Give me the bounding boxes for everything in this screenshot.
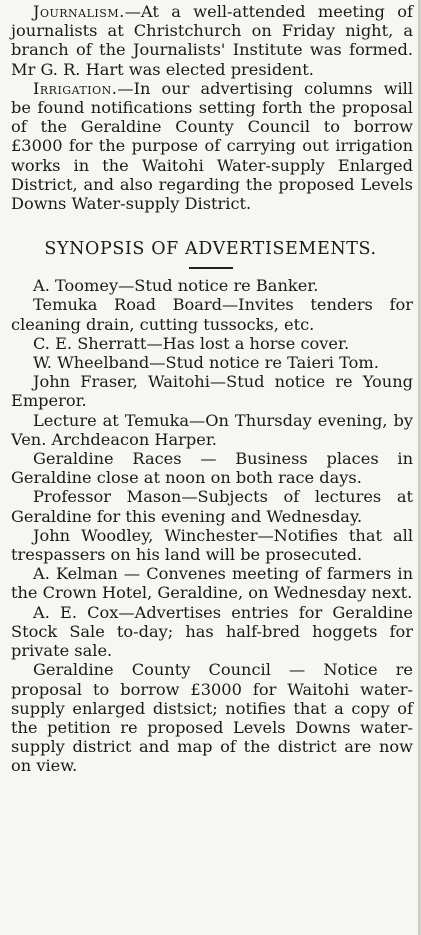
news-item-lead: Irrigation.	[33, 78, 118, 98]
news-item-body: —In our advertising columns will be found notifications setting forth the proposal of the Geraldine County Council to borrow £3000 for the purpose of carrying out irrigation works in the Waitohi Water-supply Enlarged District, and also regarding the proposed Levels Downs Water-supply District.	[11, 78, 413, 214]
section-heading: SYNOPSIS OF ADVERTISEMENTS.	[44, 239, 377, 260]
advertisement-list	[0, 276, 421, 775]
advertisement-entry: A. Kelman — Convenes meeting of farmers in the Crown Hotel, Geraldine, on Wednesday next.	[11, 564, 413, 603]
advertisement-entry: Geraldine County Council — Notice re proposal to borrow £3000 for Waitohi water-supply enlarged distsict; notifies that a copy of the petition re proposed Levels Downs water-supply district and map of the district are now on view.	[11, 660, 413, 776]
advertisement-entry: Professor Mason—Subjects of lectures at Geraldine for this evening and Wednesday.	[11, 487, 413, 526]
advertisement-entry: Geraldine Races — Business places in Geraldine close at noon on both race days.	[11, 449, 413, 488]
advertisement-entry: A. Toomey—Stud notice re Banker.	[33, 276, 319, 296]
advertisement-entry: Temuka Road Board—Invites tenders for cleaning drain, cutting tussocks, etc.	[11, 295, 413, 334]
news-item-lead: Journalism.	[33, 2, 125, 21]
advertisement-entry: A. E. Cox—Advertises entries for Geraldine Stock Sale to-day; has half-bred hoggets for private sale.	[11, 602, 413, 661]
news-items	[0, 0, 421, 213]
advertisement-entry: Lecture at Temuka—On Thursday evening, by Ven. Archdeacon Harper.	[11, 410, 413, 449]
advertisement-entry: John Woodley, Winchester—Notifies that all trespassers on his land will be prosecuted.	[11, 525, 413, 565]
advertisement-entry: John Fraser, Waitohi—Stud notice re Young Emperor.	[11, 372, 413, 411]
heading-rule	[189, 267, 233, 269]
news-item-journalism	[11, 2, 413, 79]
advertisement-entry: W. Wheelband—Stud notice re Taieri Tom.	[33, 353, 379, 373]
advertisement-entry: C. E. Sherratt—Has lost a horse cover.	[33, 333, 350, 353]
news-item-body: —At a well-attended meeting of journalists at Christchurch on Friday night, a branch of the Journalists' Institute was formed. Mr G. R. Hart was elected president.	[11, 2, 413, 79]
news-item-irrigation	[11, 79, 413, 213]
